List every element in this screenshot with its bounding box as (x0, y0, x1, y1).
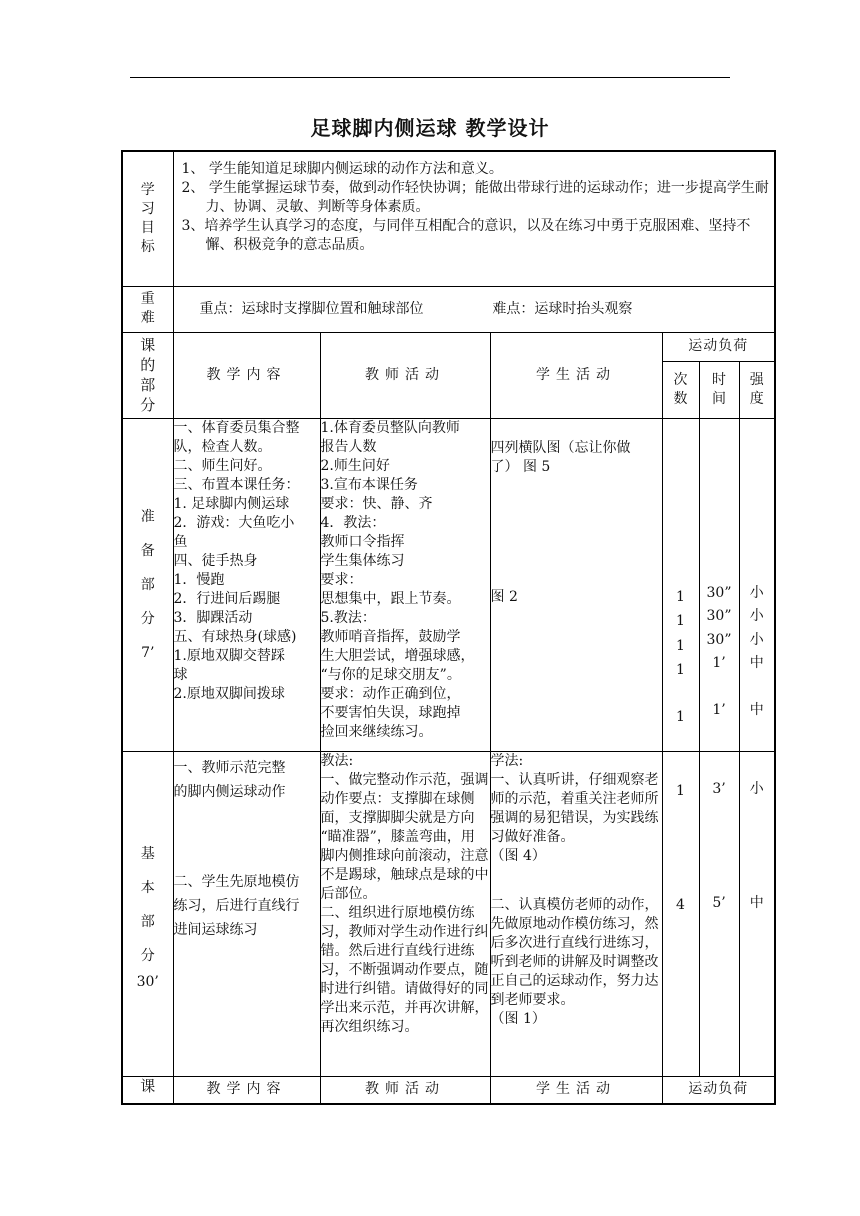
text-line: 二、组织进行原地模仿练 (320, 904, 475, 921)
text-line: 学出来示范，并再次讲解， (320, 999, 489, 1016)
text-line: 一、教师示范完整 (173, 759, 286, 776)
count-value: 1 (676, 662, 685, 678)
label-char: 分 (140, 396, 156, 414)
label-char: 部 (140, 913, 155, 930)
goals-row (122, 151, 775, 286)
text-line: 后多次进行直线行进练习， (490, 934, 659, 951)
text-line: 练习，后进行直线行 (173, 897, 300, 914)
text-line: 时进行纠错。请做得好的同 (320, 980, 489, 997)
intensity-value: 小 (749, 631, 764, 648)
text-line: 1.体育委员整队向教师 (320, 419, 460, 436)
text-line: 再次组织练习。 (320, 1018, 419, 1035)
basic-teacher (320, 751, 490, 1076)
intensity-value: 中 (749, 894, 764, 911)
lesson-plan-table (121, 150, 776, 1105)
basic-row (122, 751, 775, 1076)
text-line: 2．行进间后踢腿 (173, 590, 281, 607)
part-header-cont: 课 (122, 1076, 173, 1104)
time-value: 30” (706, 608, 732, 624)
text-line: 学生集体练习 (320, 552, 405, 569)
intensity-value: 中 (749, 655, 764, 671)
count-value: 4 (676, 896, 685, 913)
label-char: 强 (749, 371, 764, 388)
label-char: 学 (140, 181, 155, 198)
time-value: 1’ (712, 701, 726, 718)
time-value: 3’ (712, 780, 726, 797)
table-header-row (122, 332, 775, 361)
label-char: 间 (712, 390, 726, 407)
text-line: 1．慢跑 (173, 571, 225, 588)
content-header: 教学内容 (173, 332, 320, 418)
page-title: 足球脚内侧运球 教学设计 (310, 116, 550, 140)
text-line: 生大胆尝试，增强球感， (320, 647, 475, 664)
intensity-value: 小 (749, 780, 764, 797)
label-char: 习 (140, 200, 155, 217)
basic-student (490, 751, 662, 1076)
prep-label (122, 418, 173, 751)
goal-item: 1、 学生能知道足球脚内侧运球的动作方法和意义。 (181, 161, 503, 177)
label-char: 部 (140, 576, 155, 593)
text-line: “瞄准器”，膝盖弯曲，用 (320, 828, 475, 845)
text-line: 先做原地动作模仿练习，然 (490, 915, 659, 932)
text-line: 动作要点：支撑脚在球侧 (320, 790, 475, 807)
text-line: 2.师生问好 (320, 457, 390, 474)
key-point: 重点：运球时支撑脚位置和触球部位 (199, 300, 424, 317)
prep-intensities (739, 418, 775, 751)
text-line: 进间运球练习 (173, 921, 258, 938)
text-line: 要求：快、静、齐 (320, 495, 433, 512)
text-line: 一、体育委员集合整 (173, 419, 300, 436)
text-line: 四列横队图（忘让你做 (490, 439, 631, 456)
text-line: 一、做完整动作示范，强调 (320, 771, 489, 788)
text-line: 球 (173, 666, 188, 683)
count-value: 1 (676, 588, 685, 605)
text-line: 了） 图 5 (490, 458, 551, 475)
label-char: 次 (673, 371, 688, 388)
part-header (122, 332, 173, 418)
text-line: 正自己的运球动作，努力达 (490, 972, 659, 989)
continuation-header-row (122, 1076, 775, 1104)
text-line: 习做好准备。 (490, 828, 575, 845)
intensity-header (739, 361, 775, 418)
label-char: 时 (712, 371, 726, 388)
basic-intensities (739, 751, 775, 1076)
text-line: “与你的足球交朋友”。 (320, 666, 461, 683)
teacher-header-cont: 教师活动 (320, 1076, 490, 1104)
label-char: 30’ (136, 973, 159, 990)
text-line: 报告人数 (320, 438, 377, 455)
label-char: 分 (140, 610, 155, 627)
text-line: 的脚内侧运球动作 (173, 783, 286, 800)
prep-row (122, 418, 775, 751)
time-value: 30” (706, 584, 732, 601)
text-line: 队，检查人数。 (173, 438, 272, 455)
text-line: 思想集中，跟上节奏。 (320, 590, 461, 607)
label-char: 备 (140, 542, 155, 559)
keypoints-label (122, 286, 173, 332)
text-line: 错。然后进行直线行进练 (320, 942, 475, 959)
label-char: 基 (140, 845, 155, 862)
text-line: 1. 足球脚内侧运球 (173, 495, 290, 512)
label-char: 标 (140, 238, 155, 255)
text-line: 学法: (490, 752, 524, 769)
prep-student (490, 418, 662, 751)
label-char: 重 (140, 291, 155, 307)
basic-counts (662, 751, 699, 1076)
text-line: 二、学生先原地模仿 (173, 873, 300, 890)
label-char: 准 (140, 508, 155, 525)
text-line: 要求： (320, 571, 363, 588)
text-line: （图 1） (490, 1010, 546, 1027)
goal-item: 3、培养学生认真学习的态度，与同伴互相配合的意识，以及在练习中勇于克服困难、坚持不懈、积极竞争的意志品质。 (181, 218, 751, 253)
count-value: 1 (676, 613, 685, 629)
text-line: 二、师生问好。 (173, 457, 272, 474)
keypoints-row (122, 286, 775, 332)
time-value: 30” (706, 631, 732, 648)
text-line: 不要害怕失误，球跑掉 (320, 704, 461, 721)
intensity-value: 小 (749, 584, 764, 601)
text-line: 到老师要求。 (490, 991, 575, 1008)
text-line: 5.教法： (320, 609, 376, 626)
label-char: 分 (140, 947, 155, 964)
text-line: 3．脚踝活动 (173, 609, 253, 626)
load-header: 运动负荷 (662, 332, 775, 361)
label-char: 数 (673, 390, 688, 407)
label-char: 课 (140, 336, 156, 354)
basic-content (173, 751, 320, 1076)
goals-label (122, 151, 173, 286)
label-char: 的 (140, 356, 156, 374)
text-line: 习，教师对学生动作进行纠 (320, 923, 489, 940)
count-header (662, 361, 699, 418)
text-line: 要求：动作正确到位， (320, 685, 461, 702)
text-line: 教师哨音指挥，鼓励学 (320, 628, 461, 645)
text-line: 脚内侧推球向前滚动，注意 (320, 847, 489, 864)
label-char: 目 (140, 219, 155, 236)
time-value: 5’ (712, 894, 726, 911)
count-value: 1 (676, 637, 685, 654)
header-rule (130, 77, 730, 78)
intensity-value: 中 (749, 701, 764, 718)
keypoints-content (173, 286, 775, 332)
label-char: 部 (140, 376, 156, 394)
load-header-cont: 运动负荷 (662, 1076, 775, 1104)
text-line: 二、认真模仿老师的动作， (490, 896, 659, 913)
text-line: 三、布置本课任务： (173, 476, 300, 493)
student-header: 学生活动 (490, 332, 662, 418)
text-line: 习，不断强调动作要点，随 (320, 961, 489, 978)
label-char: 本 (140, 879, 155, 896)
text-line: 一、认真听讲，仔细观察老 (490, 771, 659, 788)
content-header-cont: 教学内容 (173, 1076, 320, 1104)
text-line: 捡回来继续练习。 (320, 723, 433, 740)
text-line: 不是踢球，触球点是球的中 (320, 866, 489, 883)
count-value: 1 (676, 782, 685, 799)
difficult-point: 难点：运球时抬头观察 (492, 300, 633, 317)
time-value: 1’ (712, 655, 726, 671)
student-header-cont: 学生活动 (490, 1076, 662, 1104)
text-line: 1.原地双脚交替踩 (173, 647, 285, 664)
text-line: 面，支撑脚脚尖就是方向 (320, 809, 475, 826)
label-char: 度 (749, 390, 764, 407)
text-line: 听到老师的讲解及时调整改 (490, 953, 659, 970)
count-value: 1 (676, 708, 685, 725)
time-header (699, 361, 739, 418)
text-line: 2.原地双脚间拨球 (173, 685, 285, 702)
teacher-header: 教师活动 (320, 332, 490, 418)
prep-counts (662, 418, 699, 751)
text-line: 四、徒手热身 (173, 552, 258, 569)
prep-times (699, 418, 739, 751)
basic-times (699, 751, 739, 1076)
text-line: 教法: (320, 752, 354, 769)
text-line: 2．游戏：大鱼吃小 (173, 514, 295, 531)
text-line: 教师口令指挥 (320, 533, 405, 550)
text-line: 强调的易犯错误，为实践练 (490, 809, 659, 826)
figure-ref: 图 2 (490, 588, 518, 605)
label-char: 难 (140, 310, 155, 326)
label-char: 7’ (141, 644, 155, 661)
text-line: 师的示范，着重关注老师所 (490, 790, 659, 807)
text-line: 五、有球热身(球感) (173, 628, 297, 645)
prep-teacher (320, 418, 490, 751)
intensity-value: 小 (749, 608, 764, 624)
goal-item: 2、 学生能掌握运球节奏，做到动作轻快协调；能做出带球行进的运球动作；进一步提高学生耐力、协调、灵敏、判断等身体素质。 (181, 180, 769, 215)
basic-label (122, 751, 173, 1076)
goals-content (173, 151, 775, 286)
text-line: （图 4） (490, 847, 546, 864)
text-line: 4．教法： (320, 514, 386, 531)
text-line: 鱼 (173, 533, 188, 550)
text-line: 后部位。 (320, 885, 377, 902)
text-line: 3.宣布本课任务 (320, 476, 418, 493)
prep-content (173, 418, 320, 751)
